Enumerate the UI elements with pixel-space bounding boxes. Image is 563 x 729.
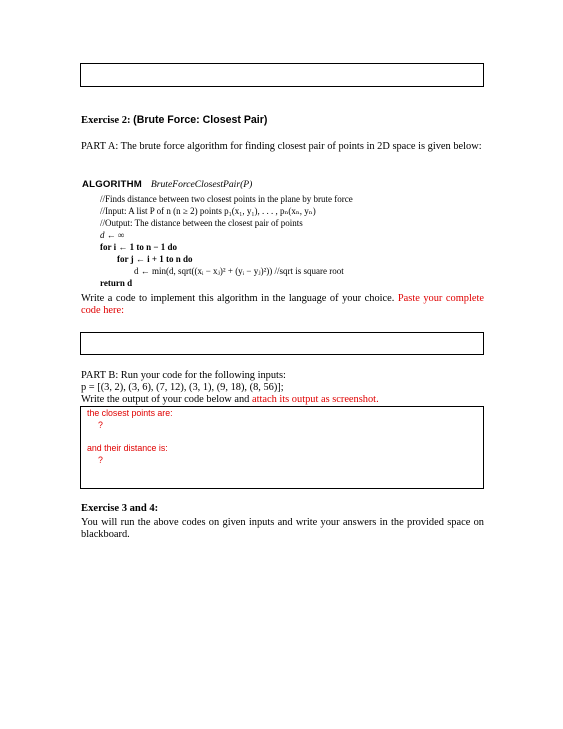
algorithm-name: BruteForceClosestPair(P) bbox=[150, 179, 253, 190]
exercise-3-4-text: You will run the above codes on given inputs and write your answers in the provided space on blackboard. bbox=[81, 517, 484, 541]
exercise-2-heading-title: (Brute Force: Closest Pair) bbox=[133, 114, 268, 126]
distance-label: and their distance is: bbox=[87, 443, 168, 453]
part-b-instruction bbox=[81, 394, 484, 406]
algorithm-outer-loop: for i ← 1 to n − 1 do bbox=[100, 242, 177, 252]
exercise-2-heading bbox=[81, 114, 267, 126]
part-a-instruction-text: Write a code to implement this algorithm in the language of your choice. bbox=[81, 293, 398, 304]
part-a-instruction-highlight: Paste your complete code here: bbox=[81, 293, 484, 317]
algorithm-input-line: //Input: A list P of n (n ≥ 2) points p₁(x₁, y₁), . . . , pₙ(xₙ, yₙ) bbox=[100, 206, 316, 216]
algorithm-inner-loop: for j ← i + 1 to n do bbox=[117, 254, 193, 264]
part-b-input: p = [(3, 2), (3, 6), (7, 12), (3, 1), (9, 18), (8, 56)]; bbox=[81, 382, 284, 393]
closest-points-label: the closest points are: bbox=[87, 408, 173, 418]
algorithm-return-line: return d bbox=[100, 278, 133, 288]
exercise-2-heading-prefix: Exercise 2: bbox=[81, 115, 134, 126]
code-answer-box[interactable] bbox=[80, 332, 484, 355]
part-b-instruction-text: Write the output of your code below and bbox=[81, 394, 252, 405]
algorithm-output-line: //Output: The distance between the closest pair of points bbox=[100, 218, 303, 228]
output-answer-box[interactable] bbox=[80, 406, 484, 489]
algorithm-init-line: d ← ∞ bbox=[100, 230, 125, 240]
algorithm-update-line: d ← min(d, sqrt((xᵢ − xⱼ)² + (yᵢ − yⱼ)²)) //sqrt is square root bbox=[134, 266, 344, 276]
exercise-3-4-heading: Exercise 3 and 4: bbox=[81, 503, 159, 514]
part-a-intro: PART A: The brute force algorithm for finding closest pair of points in 2D space is given below: bbox=[81, 141, 482, 152]
top-answer-box[interactable] bbox=[80, 63, 484, 87]
algorithm-keyword: ALGORITHM bbox=[82, 179, 142, 190]
part-b-intro: PART B: Run your code for the following inputs: bbox=[81, 370, 286, 381]
part-b-instruction-highlight: attach its output as screenshot. bbox=[251, 394, 379, 405]
part-a-instruction bbox=[81, 293, 484, 317]
distance-placeholder: ? bbox=[98, 455, 103, 465]
closest-points-placeholder: ? bbox=[98, 420, 103, 430]
algorithm-comment-line: //Finds distance between two closest points in the plane by brute force bbox=[100, 194, 353, 204]
algorithm-header bbox=[82, 179, 252, 190]
